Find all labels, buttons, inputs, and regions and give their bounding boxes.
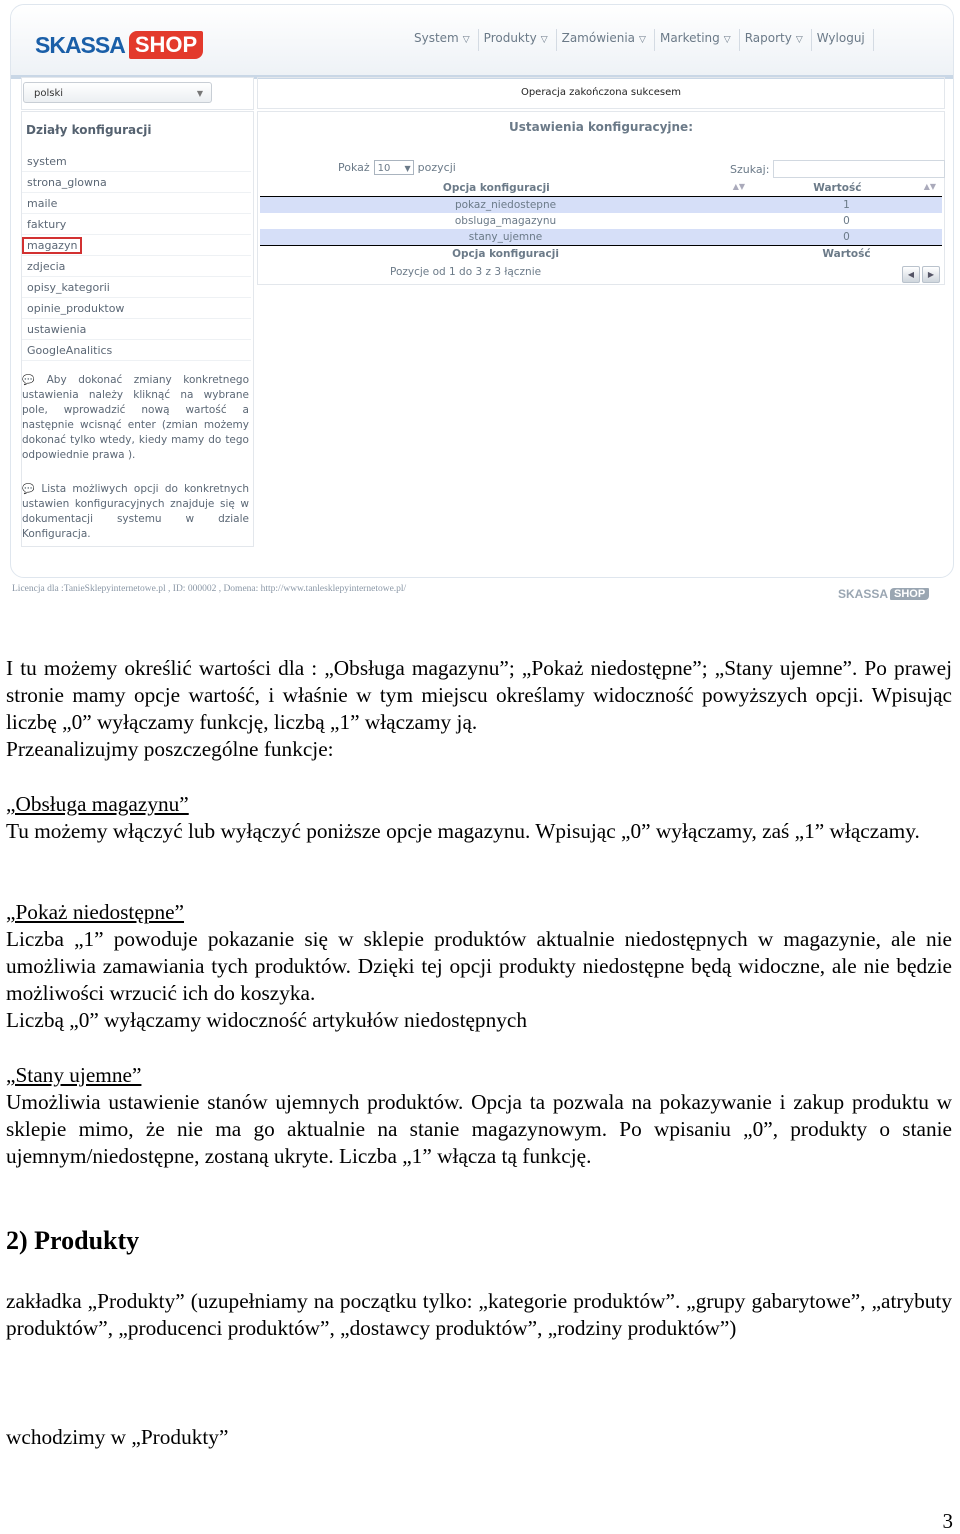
- menu-item-marketing[interactable]: Marketing ▽: [655, 29, 740, 51]
- show-label: Pokaż: [338, 161, 370, 174]
- language-select[interactable]: [23, 82, 212, 103]
- pagination: [900, 266, 940, 283]
- heading-pokaz-niedostepne: „Pokaż niedostępne”: [6, 900, 184, 924]
- sort-icon: ▲▼: [732, 182, 746, 191]
- skassa-shop-logo[interactable]: [35, 29, 203, 61]
- paragraph-pokaz: Liczba „1” powoduje pokazanie się w sklepie produktów aktualnie niedostępnych w magazynie, ale nie umożliwia zamawiania tych produktów. Dzięki tej opcji produkty niedostępne będą widoczne, ale nie będzie możliwości wrzucić ich do koszyka.: [6, 927, 952, 1005]
- paragraph-produkty: zakładka „Produkty” (uzupełniamy na początku tylko: „kategorie produktów”. „grupy gabarytowe”, „atrybuty produktów”, „producenci produktów”, „dostawcy produktów”, „rodziny produktów”): [6, 1289, 952, 1340]
- paragraph-pokaz-2: Liczbą „0” wyłączamy widoczność artykułów niedostępnych: [6, 1008, 527, 1032]
- screenshot-frame: [10, 4, 954, 578]
- paragraph-wchodzimy-block: [6, 1424, 952, 1451]
- table-row: [260, 229, 942, 246]
- table-row: [260, 213, 942, 229]
- sidebar-list: [22, 151, 251, 361]
- settings-title: Ustawienia konfiguracyjne:: [508, 120, 693, 134]
- page-size-control: [338, 160, 456, 175]
- value-cell[interactable]: 0: [843, 215, 850, 227]
- option-cell: stany_ujemne: [260, 229, 751, 246]
- sidebar-item-ustawienia[interactable]: ustawienia: [22, 319, 251, 340]
- col-header-value[interactable]: Wartość ▲▼: [751, 180, 942, 197]
- config-table: [260, 180, 942, 262]
- items-label: pozycji: [417, 161, 456, 174]
- chevron-down-icon: ▽: [723, 35, 731, 45]
- col-footer-value: Wartość: [751, 246, 942, 263]
- language-value: polski: [34, 88, 64, 99]
- sidebar-item-opinie-produktow[interactable]: opinie_produktow: [22, 298, 251, 319]
- top-bar: [11, 5, 953, 79]
- sidebar-item-zdjecia[interactable]: zdjecia: [22, 256, 251, 277]
- sidebar-title: Działy konfiguracji: [26, 123, 152, 137]
- col-footer-option: Opcja konfiguracji: [260, 246, 751, 263]
- sidebar-item-strona-glowna[interactable]: strona_glowna: [22, 172, 251, 193]
- page-size-select[interactable]: 10 ▼: [374, 160, 414, 175]
- next-page-button[interactable]: ▶: [922, 266, 940, 283]
- settings-panel: [257, 111, 945, 285]
- sort-icon: ▲▼: [923, 182, 936, 191]
- heading-obsluga-magazynu: „Obsługa magazynu”: [6, 792, 189, 816]
- page-number: 3: [942, 1509, 953, 1533]
- speech-bubble-icon: 💬: [22, 375, 43, 386]
- sidebar-item-system[interactable]: system: [22, 151, 251, 172]
- chevron-down-icon: ▽: [639, 35, 646, 45]
- chevron-down-icon: ▼: [404, 164, 411, 173]
- intro-paragraph: I tu możemy określić wartości dla : „Obsługa magazynu”; „Pokaż niedostępne”; „Stany ujemne”. Po prawej stronie mamy opcje wartość, i właśnie w tym miejscu określamy widoczność powyższych opcji. Wpisując liczbę „0” wyłączamy funkcję, liczbą „1” włączamy ją.: [6, 656, 952, 734]
- value-cell[interactable]: 1: [751, 197, 942, 214]
- chevron-down-icon: ▽: [540, 35, 548, 45]
- option-cell: obsluga_magazynu: [454, 215, 557, 227]
- footer-logo: SKASSA SHOP: [838, 587, 929, 601]
- success-message: Operacja zakończona sukcesem: [257, 77, 945, 109]
- chevron-down-icon: ▽: [462, 35, 470, 45]
- menu-item-wyloguj[interactable]: Wyloguj: [812, 29, 874, 51]
- table-row: [260, 197, 942, 214]
- search-input[interactable]: [773, 160, 945, 178]
- sidebar-item-maile[interactable]: maile: [22, 193, 251, 214]
- intro-block: [6, 655, 952, 763]
- menu-item-produkty[interactable]: Produkty ▽: [479, 29, 557, 51]
- value-cell[interactable]: 0: [751, 229, 942, 246]
- search-label: Szukaj:: [730, 162, 770, 176]
- paragraph-stany: Umożliwia ustawienie stanów ujemnych produktów. Opcja ta pozwala na pokazywanie i zakup produktu w sklepie mimo, że nie ma go aktualnie na stanie magazynowym. Po wpisaniu „0”, produkty o stanie ujemnym/niedostępne, zostaną ukryte. Liczba „1” włącza tą funkcję.: [6, 1090, 952, 1168]
- search-control: [730, 160, 945, 178]
- paragraph-obsluga: Tu możemy włączyć lub wyłączyć poniższe opcje magazynu. Wpisując „0” wyłączamy, zaś „1” włączamy.: [6, 819, 920, 843]
- prev-page-button[interactable]: ◀: [902, 266, 920, 283]
- license-text: Licencja dla :TanieSklepyinternetowe.pl , ID: 000002 , Domena: http://www.tanlesklepyinternetowe.pl/: [12, 584, 407, 594]
- chevron-down-icon: ▽: [795, 35, 803, 45]
- help-note-edit: 💬 Aby dokonać zmiany konkretnego ustawienia należy kliknąć na wybrane pole, wprowadzić nową wartość a następnie wcisnąć enter (zmian możemy dokonać tylko wtedy, kiedy mamy do tego odpowiednie prawa ).: [22, 374, 249, 461]
- paragraph-wchodzimy: wchodzimy w „Produkty”: [6, 1425, 229, 1449]
- main-menu: [409, 29, 874, 51]
- sidebar-item-faktury[interactable]: faktury: [22, 214, 251, 235]
- menu-item-raporty[interactable]: Raporty ▽: [740, 29, 812, 51]
- record-count: Pozycje od 1 do 3 z 3 łącznie: [390, 266, 542, 278]
- speech-bubble-icon: 💬: [22, 484, 38, 495]
- logo-text-right: SHOP: [129, 31, 203, 59]
- chevron-down-icon: ▼: [196, 89, 203, 98]
- paragraph-produkty-block: [6, 1288, 952, 1342]
- sidebar-item-opisy-kategorii[interactable]: opisy_kategorii: [22, 277, 251, 298]
- logo-text-left: SKASSA: [35, 31, 125, 58]
- option-cell: pokaz_niedostepne: [260, 197, 751, 214]
- menu-item-system[interactable]: System ▽: [409, 29, 479, 51]
- intro-paragraph-2: Przeanalizujmy poszczególne funkcje:: [6, 737, 334, 761]
- section-obsluga: [6, 791, 952, 845]
- section-title-produkty: 2) Produkty: [6, 1226, 140, 1255]
- col-header-option[interactable]: Opcja konfiguracji ▲▼: [260, 180, 751, 197]
- heading-stany-ujemne: „Stany ujemne”: [6, 1063, 142, 1087]
- sidebar-item-googleanalitics[interactable]: GoogleAnalitics: [22, 340, 251, 361]
- help-note-docs: 💬 Lista możliwych opcji do konkretnych ustawien konfiguracyjnych znajduje się w dokumentacji systemu w dziale Konfiguracja.: [22, 483, 250, 540]
- sidebar-item-magazyn[interactable]: magazyn: [22, 235, 251, 256]
- menu-item-zamowienia[interactable]: Zamówienia ▽: [557, 29, 655, 51]
- section-stany: [6, 1062, 952, 1170]
- section-pokaz: [6, 899, 952, 1034]
